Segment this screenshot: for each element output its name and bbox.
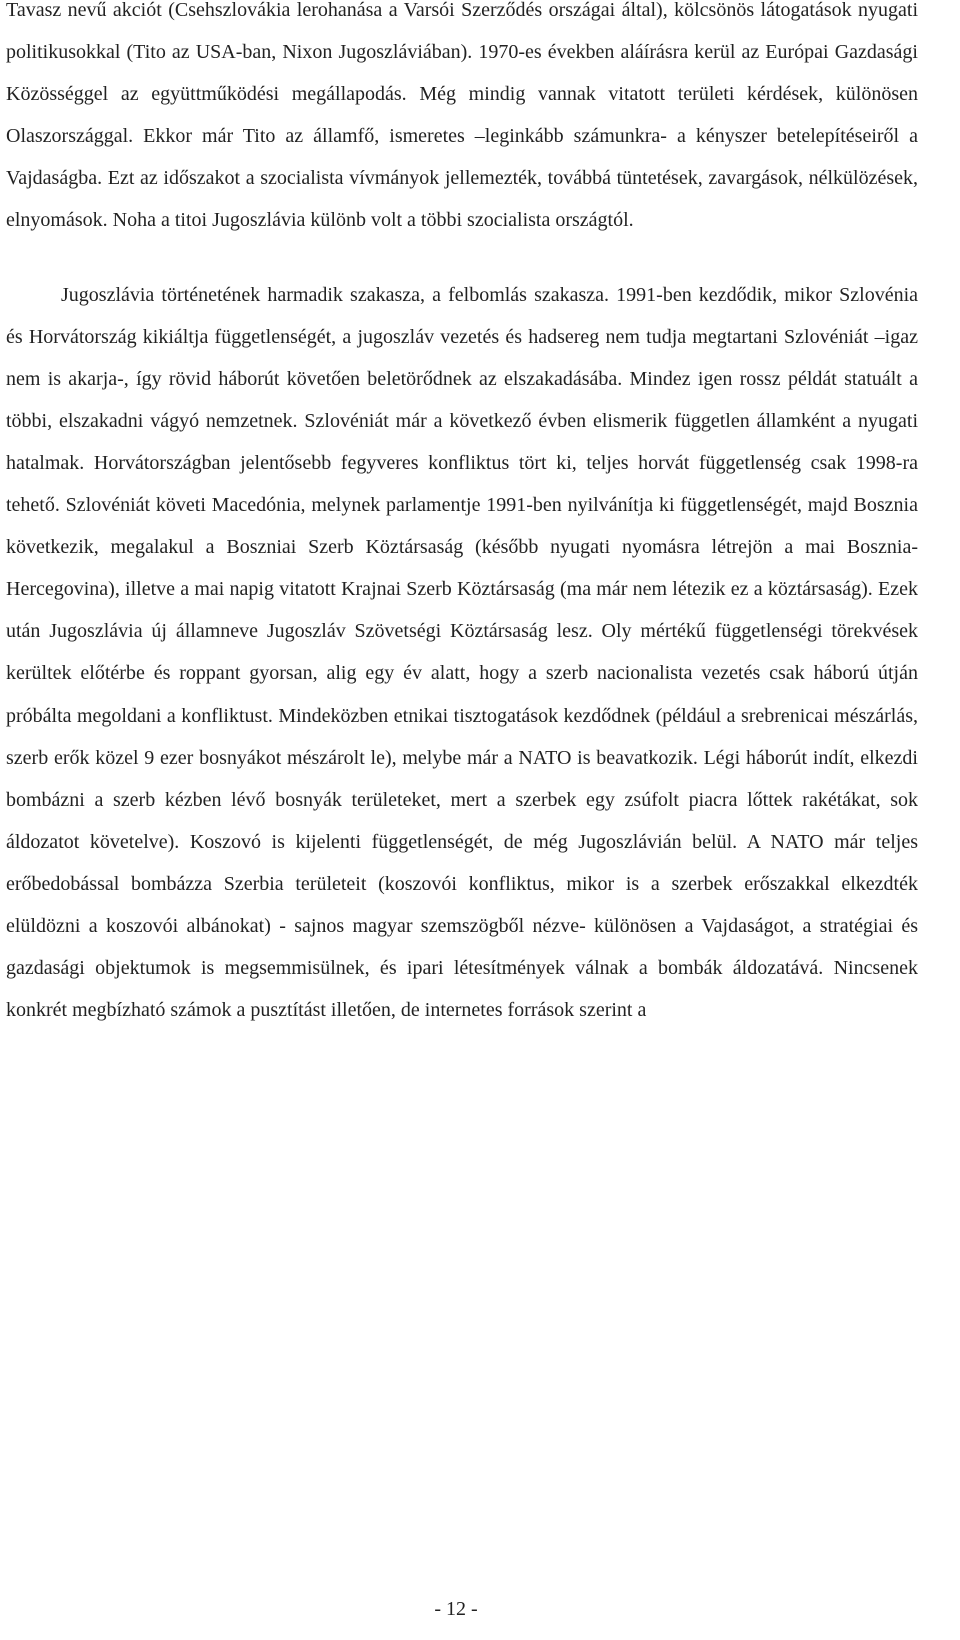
- document-page: [6, 0, 918, 1031]
- paragraph-continuation: Tavasz nevű akciót (Csehszlovákia lerohanása a Varsói Szerződés országai által), kölcsönös látogatások nyugati politikusokkal (Tito az USA-ban, Nixon Jugoszláviában). 1970-es években aláírásra kerül az Európai Gazdasági Közösséggel az együttműködési megállapodás. Még mindig vannak vitatott területi kérdések, különösen Olaszországgal. Ekkor már Tito az államfő, ismeretes –leginkább számunkra- a kényszer betelepítéseiről a Vajdaságba. Ezt az időszakot a szocialista vívmányok jellemezték, továbbá tüntetések, zavargások, nélkülözések, elnyomások. Noha a titoi Jugoszlávia különb volt a többi szocialista országtól.: [6, 0, 918, 232]
- paragraph-dissolution-phase: Jugoszlávia történetének harmadik szakasza, a felbomlás szakasza. 1991-ben kezdődik, mikor Szlovénia és Horvátország kikiáltja függetlenségét, a jugoszláv vezetés és hadsereg nem tudja megtartani Szlovéniát –igaz nem is akarja-, így rövid háborút követően beletörődnek az elszakadásába. Mindez igen rossz példát statuált a többi, elszakadni vágyó nemzetnek. Szlovéniát már a következő évben elismerik független államként a nyugati hatalmak. Horvátországban jelentősebb fegyveres konfliktus tört ki, teljes horvát függetlenség csak 1998-ra tehető. Szlovéniát követi Macedónia, melynek parlamentje 1991-ben nyilvánítja ki függetlenségét, majd Bosznia következik, megalakul a Boszniai Szerb Köztársaság (később nyugati nyomásra létrejön a mai Bosznia-Hercegovina), illetve a mai napig vitatott Krajnai Szerb Köztársaság (ma már nem létezik ez a köztársaság). Ezek után Jugoszlávia új államneve Jugoszláv Szövetségi Köztársaság lesz. Oly mértékű függetlenségi törekvések kerültek előtérbe és roppant gyorsan, alig egy év alatt, hogy a szerb nacionalista vezetés csak háború útján próbálta megoldani a konfliktust. Mindeközben etnikai tisztogatások kezdődnek (például a srebrenicai mészárlás, szerb erők közel 9 ezer bosnyákot mészárolt le), melybe már a NATO is beavatkozik. Légi háborút indít, elkezdi bombázni a szerb kézben lévő bosnyák területeket, mert a szerbek egy zsúfolt piacra lőttek rakétákat, sok áldozatot követelve). Koszovó is kijelenti függetlenségét, de még Jugoszlávián belül. A NATO már teljes erőbedobással bombázza Szerbia területeit (koszovói konfliktus, mikor is a szerbek erőszakkal elkezdték elüldözni a koszovói albánokat) - sajnos magyar szemszögből nézve- különösen a Vajdaságot, a stratégiai és gazdasági objektumok is megsemmisülnek, és ipari létesítmények válnak a bombák áldozatává. Nincsenek konkrét megbízható számok a pusztítást illetően, de internetes források szerint a: [6, 283, 918, 1022]
- page-number: - 12 -: [434, 1598, 478, 1620]
